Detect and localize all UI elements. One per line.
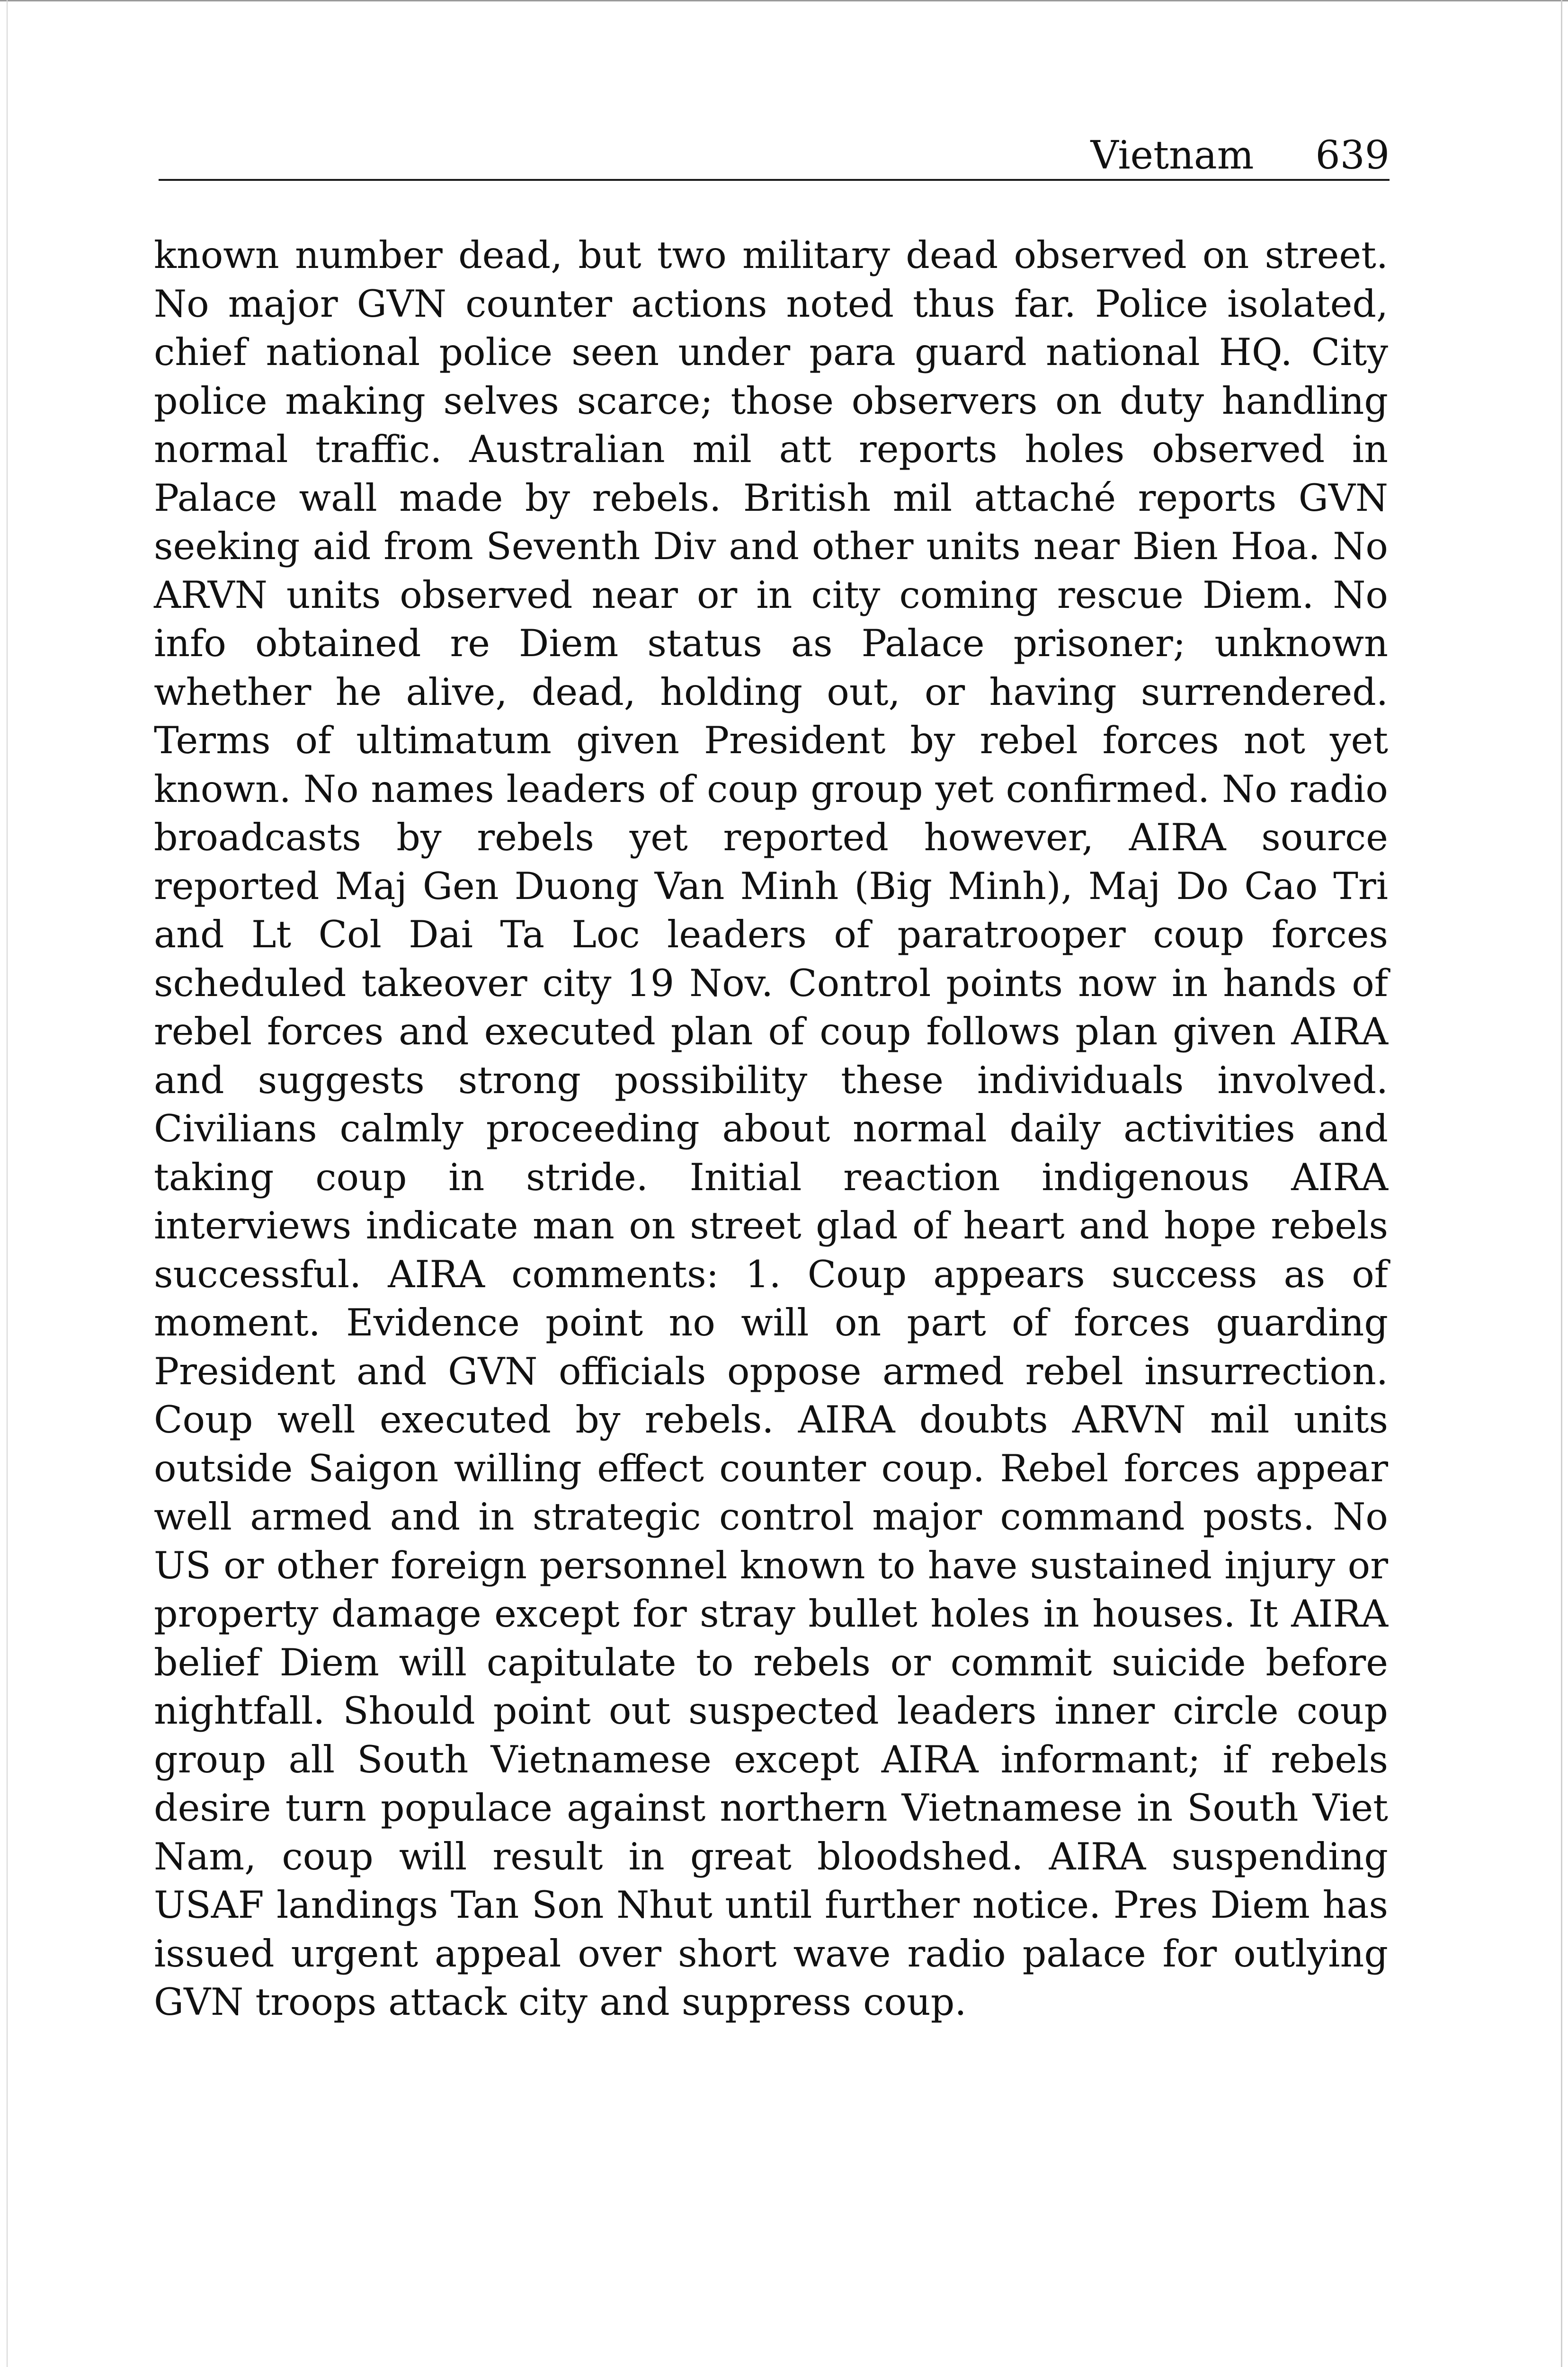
scan-edge-top <box>0 0 1568 1</box>
scan-edge-left <box>7 0 8 2367</box>
scan-edge-right <box>1561 0 1562 2367</box>
header-rule <box>159 179 1390 181</box>
page-number: 639 <box>1315 133 1390 178</box>
section-title: Vietnam <box>1090 133 1254 178</box>
running-head <box>159 127 1390 179</box>
body-paragraph: known number dead, but two military dead observed on street. No major GVN counter actions noted thus far. Police isolated, chief national police seen under para guard national HQ. City police making selves scarce; those observers on duty handling normal traffic. Australian mil att reports holes observed in Palace wall made by rebels. British mil attaché reports GVN seeking aid from Seventh Div and other units near Bien Hoa. No ARVN units observed near or in city coming rescue Diem. No info obtained re Diem status as Palace prisoner; unknown whether he alive, dead, holding out, or having surrendered. Terms of ultimatum given President by rebel forces not yet known. No names leaders of coup group yet confirmed. No radio broadcasts by rebels yet reported however, AIRA source reported Maj Gen Duong Van Minh (Big Minh), Maj Do Cao Tri and Lt Col Dai Ta Loc leaders of paratrooper coup forces scheduled takeover city 19 Nov. Control points now in hands of rebel forces and executed plan of coup follows plan given AIRA and suggests strong possibility these individuals involved. Civilians calmly proceeding about normal daily activities and taking coup in stride. Initial reaction indigenous AIRA interviews indicate man on street glad of heart and hope rebels successful. AIRA comments: 1. Coup appears success as of moment. Evidence point no will on part of forces guarding President and GVN officials oppose armed rebel insurrection. Coup well executed by rebels. AIRA doubts ARVN mil units outside Saigon willing effect counter coup. Rebel forces appear well armed and in strategic control major command posts. No US or other foreign personnel known to have sustained injury or property damage except for stray bullet holes in houses. It AIRA belief Diem will capitulate to rebels or commit suicide before nightfall. Should point out suspected leaders inner circle coup group all South Vietnamese except AIRA informant; if rebels desire turn populace against northern Vietnamese in South Viet Nam, coup will result in great bloodshed. AIRA suspending USAF landings Tan Son Nhut until further notice. Pres Diem has issued urgent appeal over short wave radio palace for outlying GVN troops attack city and suppress coup. <box>154 233 1388 2024</box>
